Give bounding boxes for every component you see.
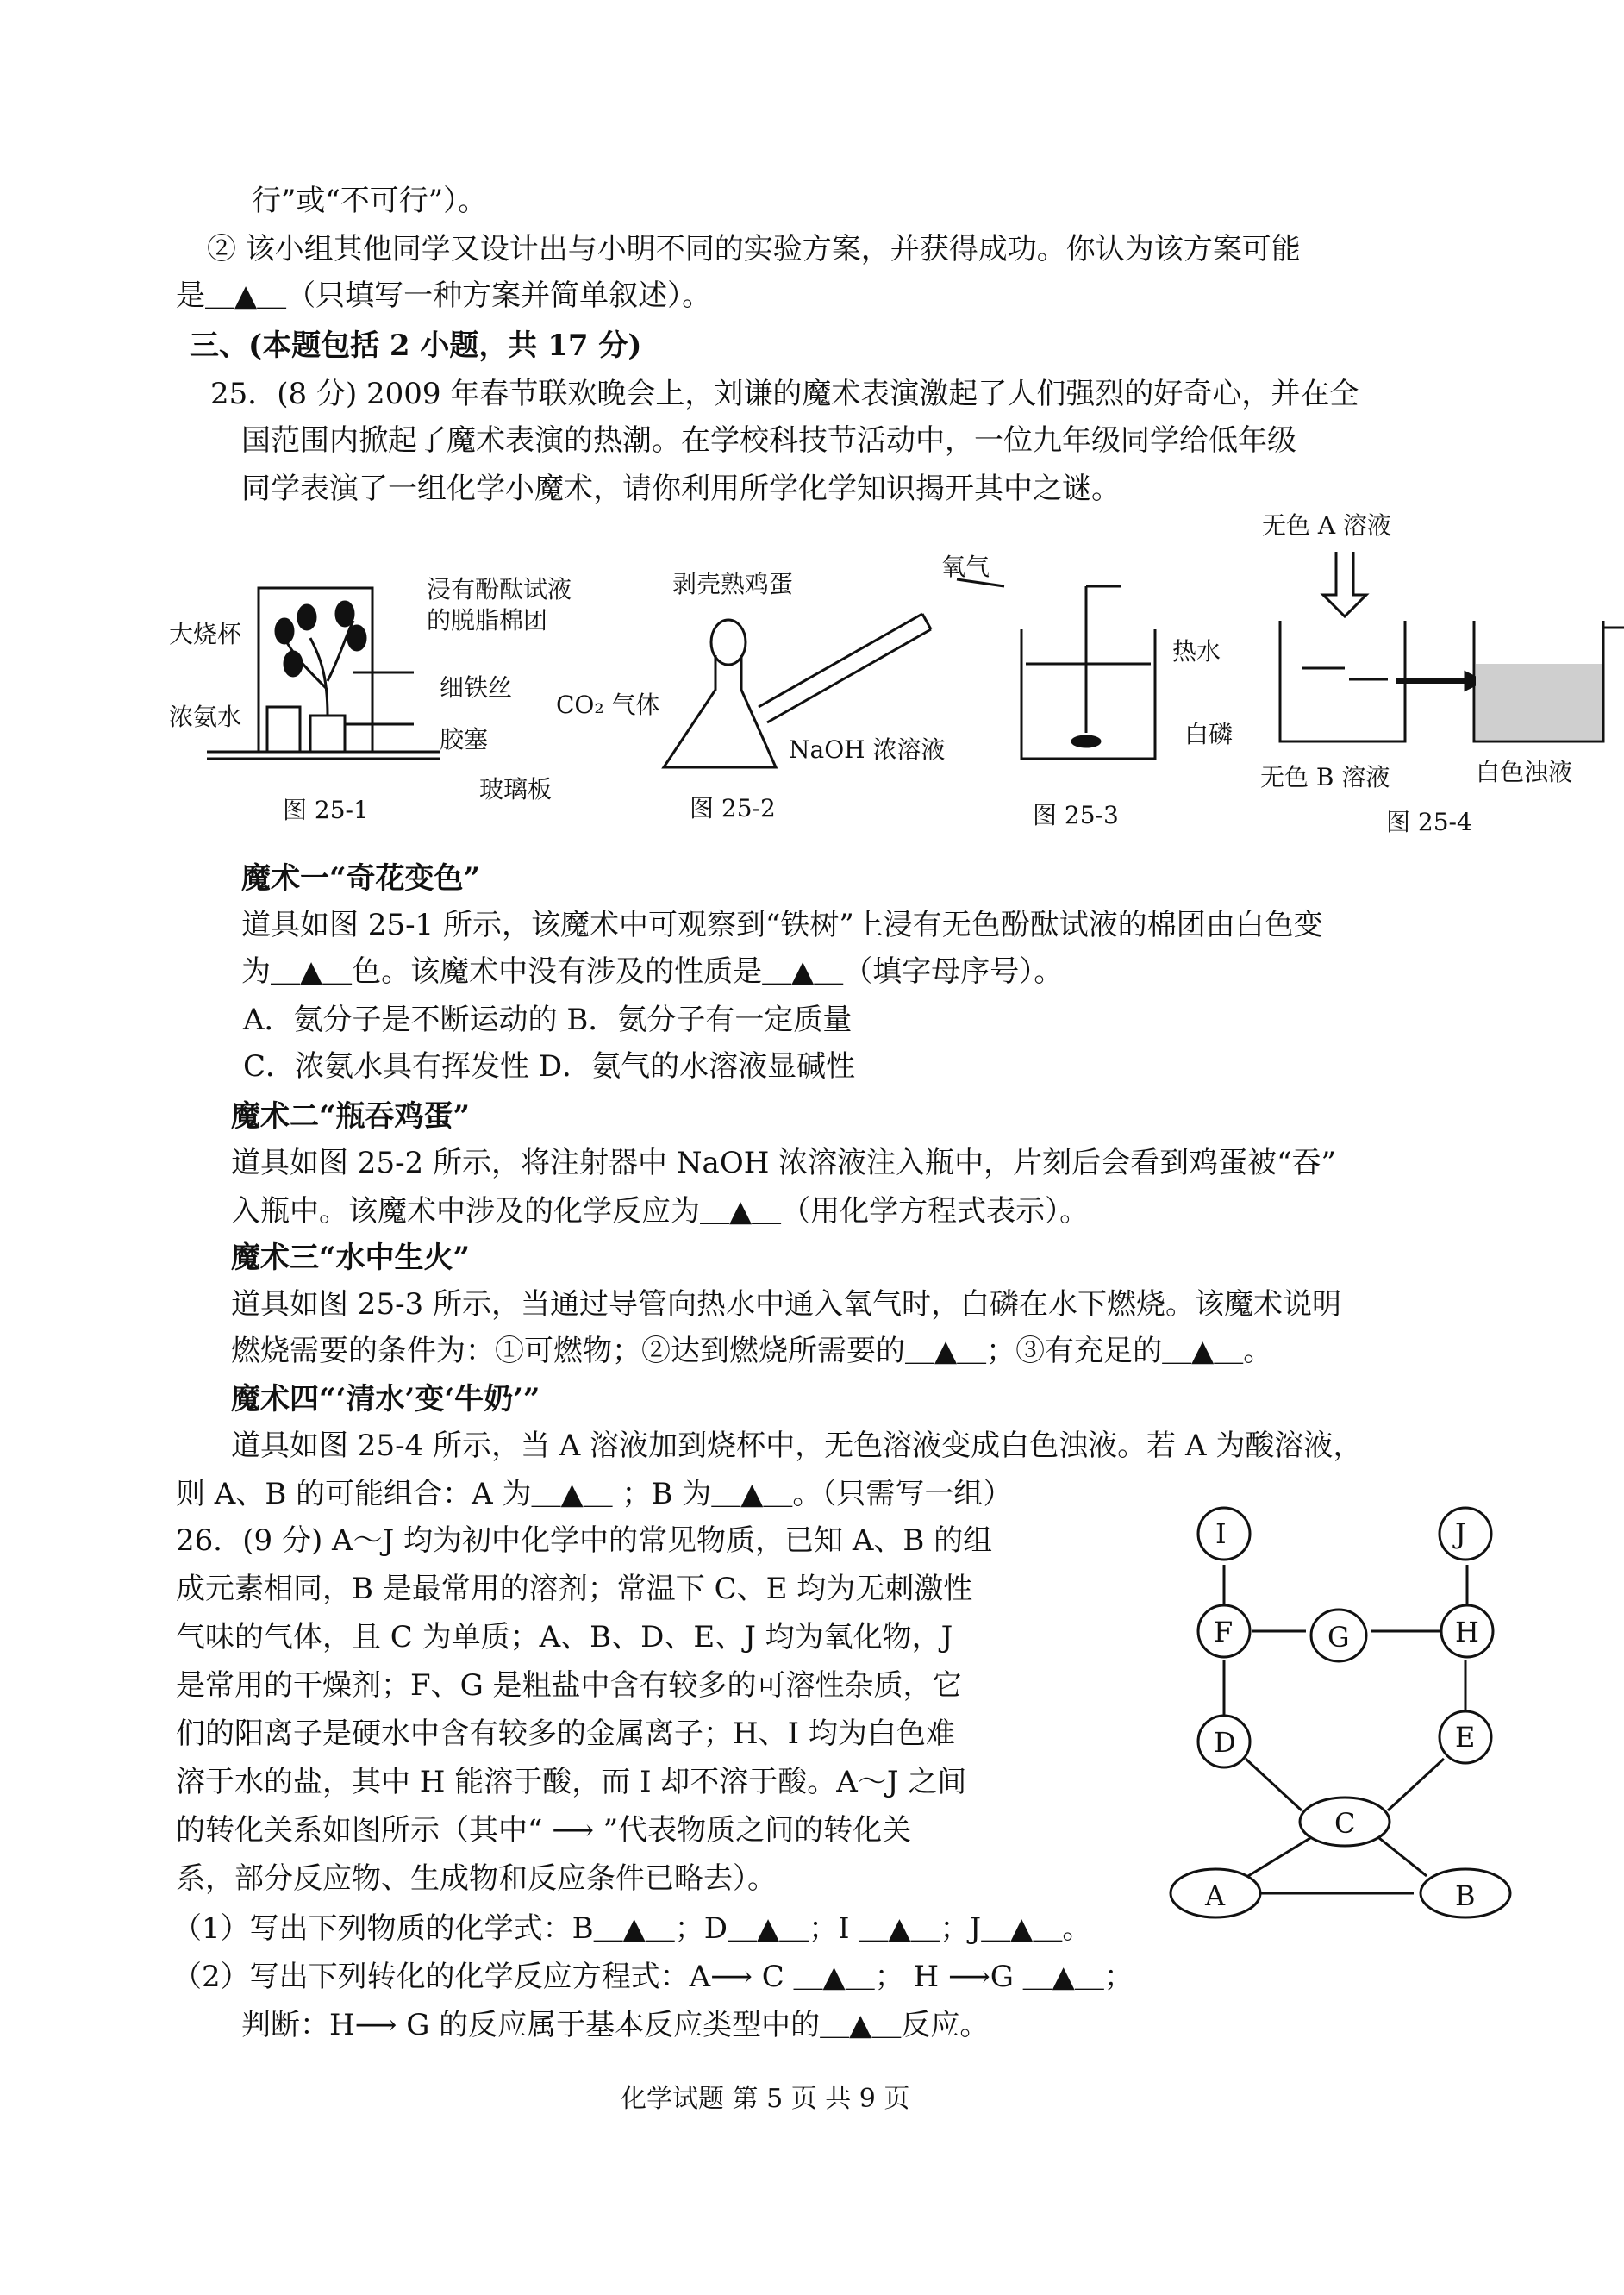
magic-2-line-1: 道具如图 25-2 所示，将注射器中 NaOH 浓溶液注入瓶中，片刻后会看到鸡蛋被“吞”	[231, 1146, 1336, 1180]
fig2-label-egg: 剥壳熟鸡蛋	[672, 570, 794, 598]
node-J-label: J	[1455, 1517, 1466, 1550]
q26-part-1: （1）写出下列物质的化学式：B＿▲＿；D＿▲＿；I ＿▲＿；J＿▲＿。	[172, 1911, 1092, 1946]
magic-1-line-2: 为＿▲＿色。该魔术中没有涉及的性质是＿▲＿（填字母序号）。	[241, 954, 1064, 989]
node-I-label: I	[1215, 1517, 1227, 1550]
fig1-label-stopper: 胶塞	[440, 725, 489, 754]
q25-intro-2: 国范围内掀起了魔术表演的热潮。在学校科技节活动中，一位九年级同学给低年级	[241, 423, 1296, 458]
arrows	[1224, 1565, 1467, 1893]
fig3-caption: 图 25-3	[1033, 801, 1119, 829]
figure-25-1	[207, 588, 440, 759]
fig1-label-glass: 玻璃板	[479, 775, 553, 804]
section-heading: 三、(本题包括 2 小题，共 17 分)	[190, 328, 642, 363]
fig2-label-co2: CO₂ 气体	[556, 691, 660, 719]
text-line-1: 行”或“不可行”）。	[252, 184, 488, 218]
magic-2-title: 魔术二“瓶吞鸡蛋”	[231, 1099, 471, 1134]
q26-judgement: 判断：H⟶ G 的反应属于基本反应类型中的＿▲＿反应。	[241, 2008, 990, 2042]
node-C-label: C	[1334, 1807, 1356, 1840]
magic-1-option-ab: A．氨分子是不断运动的 B．氨分子有一定质量	[243, 1003, 853, 1037]
fig4-caption: 图 25-4	[1386, 808, 1472, 836]
q26-line-1: 26．(9 分) A～J 均为初中化学中的常见物质，已知 A、B 的组	[176, 1523, 993, 1558]
q26-line-2: 成元素相同，B 是最常用的溶剂；常温下 C、E 均为无刺激性	[176, 1572, 973, 1606]
node-D-label: D	[1214, 1726, 1236, 1759]
magic-3-line-1: 道具如图 25-3 所示，当通过导管向热水中通入氧气时，白磷在水下燃烧。该魔术说明	[231, 1287, 1341, 1322]
q26-part-2: （2）写出下列转化的化学反应方程式：A⟶ C ＿▲＿； H ⟶G ＿▲＿；	[172, 1960, 1134, 1994]
q26-diagram	[1171, 1508, 1510, 1917]
magic-4-line-2: 则 A、B 的可能组合：A 为＿▲＿ ；B 为＿▲＿。（只需写一组）	[176, 1477, 1013, 1511]
magic-2-line-2: 入瓶中。该魔术中涉及的化学反应为＿▲＿（用化学方程式表示）。	[231, 1194, 1090, 1229]
node-B-label: B	[1455, 1879, 1476, 1912]
text-line-2: ② 该小组其他同学又设计出与小明不同的实验方案，并获得成功。你认为该方案可能	[207, 232, 1301, 266]
fig1-label-beaker: 大烧杯	[169, 620, 242, 648]
q25-intro-1: 25．(8 分) 2009 年春节联欢晚会上，刘谦的魔术表演激起了人们强烈的好奇心，并在全	[210, 377, 1359, 411]
node-G-label: G	[1327, 1621, 1350, 1654]
q26-line-6: 溶于水的盐，其中 H 能溶于酸，而 I 却不溶于酸。A～J 之间	[176, 1765, 967, 1799]
fig1-label-wire: 细铁丝	[440, 673, 513, 702]
q26-line-3: 气味的气体，且 C 为单质；A、B、D、E、J 均为氧化物，J	[176, 1620, 953, 1654]
figure-25-4	[1280, 552, 1624, 741]
q26-line-4: 是常用的干燥剂；F、G 是粗盐中含有较多的可溶性杂质，它	[176, 1668, 962, 1703]
fig4-label-b: 无色 B 溶液	[1260, 763, 1390, 791]
fig1-label-phenol-2: 的脱脂棉团	[427, 606, 548, 635]
fig4-label-a: 无色 A 溶液	[1262, 511, 1392, 540]
magic-4-line-1: 道具如图 25-4 所示，当 A 溶液加到烧杯中，无色溶液变成白色浊液。若 A 为酸溶液，	[231, 1429, 1363, 1463]
fig3-label-phosphorus: 白磷	[1184, 720, 1234, 748]
fig1-label-phenol-1: 浸有酚酞试液	[427, 575, 572, 603]
q26-line-5: 们的阳离子是硬水中含有较多的金属离子；H、I 均为白色难	[176, 1717, 955, 1751]
magic-3-line-2: 燃烧需要的条件为：①可燃物；②达到燃烧所需要的＿▲＿；③有充足的＿▲＿。	[231, 1334, 1273, 1368]
node-A-label: A	[1205, 1879, 1226, 1912]
fig3-label-hotwater: 热水	[1172, 637, 1221, 666]
fig2-label-naoh: NaOH 浓溶液	[789, 735, 946, 764]
fig4-label-white: 白色浊液	[1476, 758, 1573, 786]
fig1-label-ammonia: 浓氨水	[169, 703, 242, 731]
fig2-caption: 图 25-2	[690, 794, 776, 822]
magic-1-option-cd: C．浓氨水具有挥发性 D．氨气的水溶液显碱性	[243, 1049, 856, 1084]
text-line-3: 是＿▲＿（只填写一种方案并简单叙述）。	[176, 278, 712, 313]
magic-4-title: 魔术四“‘清水’变‘牛奶’”	[231, 1382, 540, 1416]
q25-intro-3: 同学表演了一组化学小魔术，请你利用所学化学知识揭开其中之谜。	[241, 472, 1121, 506]
page-footer: 化学试题 第 5 页 共 9 页	[621, 2084, 910, 2114]
magic-3-title: 魔术三“水中生火”	[231, 1241, 471, 1275]
q26-line-7: 的转化关系如图所示（其中“ ⟶ ”代表物质之间的转化关	[176, 1813, 912, 1848]
fig3-label-oxygen: 氧气	[941, 553, 990, 581]
figure-25-3	[957, 579, 1155, 759]
fig1-caption: 图 25-1	[283, 796, 369, 824]
magic-1-title: 魔术一“奇花变色”	[241, 861, 481, 896]
q26-line-8: 系，部分反应物、生成物和反应条件已略去）。	[176, 1861, 777, 1896]
node-E-label: E	[1455, 1721, 1476, 1754]
node-H-label: H	[1455, 1616, 1479, 1648]
node-F-label: F	[1214, 1616, 1234, 1648]
magic-1-line-1: 道具如图 25-1 所示，该魔术中可观察到“铁树”上浸有无色酚酞试液的棉团由白色变	[241, 908, 1323, 942]
